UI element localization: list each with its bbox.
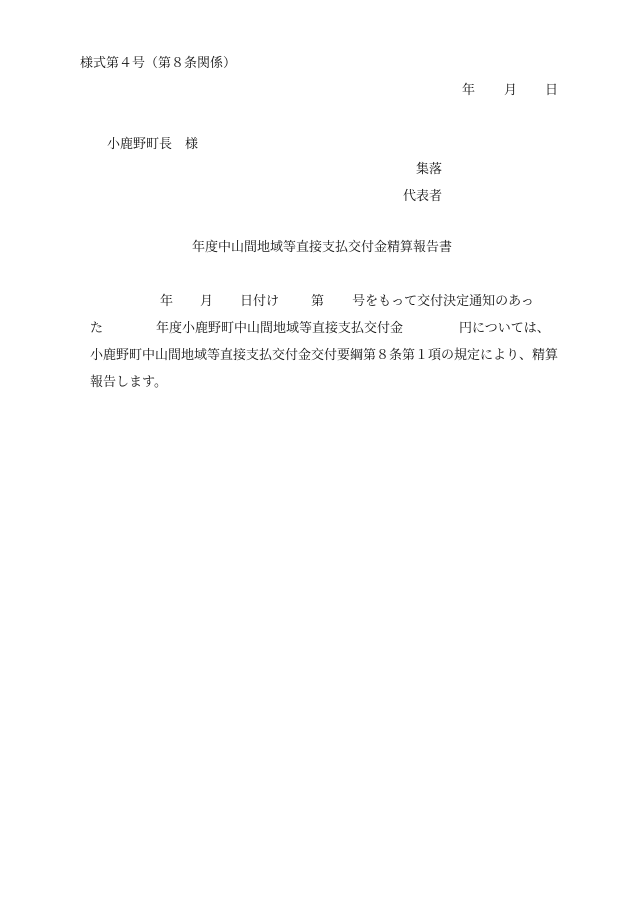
representative-label: 代表者: [403, 189, 443, 204]
body-line-2-middle: 年度小鹿野町中山間地域等直接支払交付金: [156, 321, 404, 336]
body-line-4: 報告します。: [90, 375, 167, 390]
body-line-2: [90, 322, 550, 335]
form-number: 様式第４号（第８条関係）: [80, 56, 237, 71]
hamlet-label: 集落: [416, 162, 443, 177]
date-year-label: 年: [462, 83, 476, 98]
body-line-3: 小鹿野町中山間地域等直接支払交付金交付要綱第８条第１項の規定により、精算: [90, 348, 559, 363]
body-line-1: [90, 295, 534, 308]
body-line-1-rest: 号をもって交付決定通知のあっ: [352, 294, 534, 309]
body-date-label: 日付け: [240, 294, 280, 309]
body-month-label: 月: [200, 294, 214, 309]
document-title: 年度中山間地域等直接支払交付金精算報告書: [192, 240, 453, 255]
addressee: 小鹿野町長 様: [107, 137, 199, 152]
body-year-label: 年: [160, 294, 174, 309]
body-line-2-end: 円については、: [459, 321, 550, 336]
body-number-prefix: 第: [311, 294, 325, 309]
date-line: [462, 84, 558, 97]
date-month-label: 月: [504, 83, 518, 98]
date-day-label: 日: [545, 83, 559, 98]
body-line-2-start: た: [90, 321, 104, 336]
